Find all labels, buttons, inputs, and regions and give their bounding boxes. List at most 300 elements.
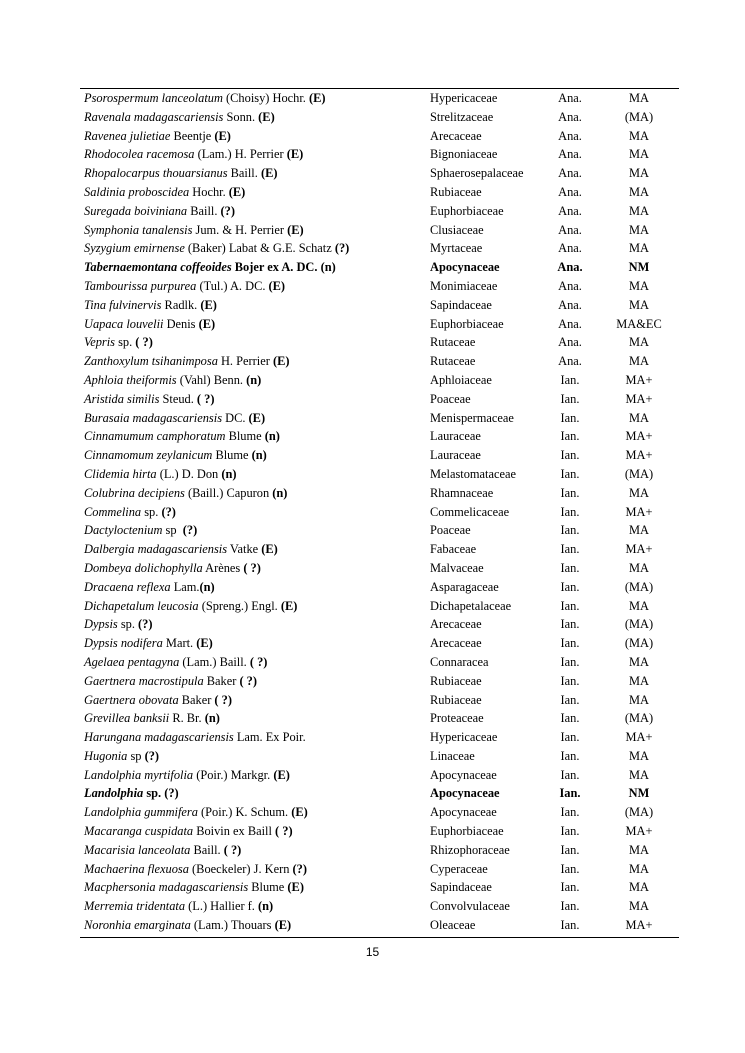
species-name: Dactyloctenium — [84, 523, 163, 538]
species-author: (L.) D. Don — [156, 466, 222, 481]
species-cell — [80, 523, 430, 542]
status-tag: (?) — [138, 617, 153, 632]
species-cell — [80, 223, 430, 242]
species-name: Dichapetalum leucosia — [84, 598, 199, 613]
species-table-body — [80, 89, 679, 938]
status-tag: ( ?) — [196, 391, 215, 406]
table-row — [80, 279, 679, 298]
distribution-cell: MA — [629, 354, 649, 369]
species-cell — [80, 110, 430, 129]
species-cell — [80, 862, 430, 881]
table-row — [80, 805, 679, 824]
species-cell — [80, 693, 430, 712]
species-name: Commelina — [84, 504, 142, 519]
origin-cell: Ian. — [560, 918, 580, 933]
family-cell: Dichapetalaceae — [430, 598, 512, 613]
species-name: Macarisia lanceolata — [84, 842, 191, 857]
species-cell — [80, 260, 430, 279]
species-author: Sonn. — [223, 109, 259, 124]
origin-cell: Ian. — [560, 466, 580, 481]
species-author: (Poir.) Markgr. — [193, 767, 274, 782]
species-name: Merremia tridentata — [84, 899, 186, 914]
status-tag: (E) — [200, 297, 217, 312]
family-cell: Rubiaceae — [430, 184, 482, 199]
species-author: sp — [127, 748, 145, 763]
origin-cell: Ana. — [558, 91, 582, 105]
species-cell — [80, 561, 430, 580]
table-row — [80, 467, 679, 486]
origin-cell: Ian. — [560, 485, 580, 500]
origin-cell: Ana. — [558, 222, 582, 237]
table-row — [80, 674, 679, 693]
species-cell — [80, 880, 430, 899]
table-row — [80, 505, 679, 524]
table-row — [80, 843, 679, 862]
origin-cell: Ana. — [558, 147, 582, 162]
status-tag: (E) — [273, 767, 290, 782]
status-tag: (n) — [251, 448, 267, 463]
species-author: Baker — [178, 692, 215, 707]
species-cell — [80, 918, 430, 937]
distribution-cell: MA — [629, 222, 649, 237]
species-cell — [80, 824, 430, 843]
species-name: Clidemia hirta — [84, 466, 157, 481]
table-row — [80, 730, 679, 749]
table-row — [80, 373, 679, 392]
status-tag: (E) — [287, 222, 304, 237]
origin-cell: Ian. — [560, 391, 580, 406]
species-cell — [80, 241, 430, 260]
origin-cell: Ian. — [560, 824, 580, 839]
species-table — [80, 88, 679, 938]
table-row — [80, 166, 679, 185]
species-cell — [80, 636, 430, 655]
species-name: Ravenea julietiae — [84, 128, 171, 143]
distribution-cell: MA&EC — [616, 316, 662, 331]
family-cell: Apocynaceae — [430, 805, 497, 820]
species-author: sp. — [141, 504, 162, 519]
status-tag: ( ?) — [223, 842, 242, 857]
origin-cell: Ana. — [558, 278, 582, 293]
species-name: Macaranga cuspidata — [84, 824, 194, 839]
species-name: Landolphia myrtifolia — [84, 767, 194, 782]
distribution-cell: MA — [629, 692, 649, 707]
species-author: (Choisy) Hochr. — [222, 91, 309, 105]
species-name: Grevillea banksii — [84, 711, 170, 726]
status-tag: (E) — [287, 880, 304, 895]
table-row — [80, 542, 679, 561]
table-row — [80, 768, 679, 787]
species-author: Blume — [225, 429, 265, 444]
origin-cell: Ian. — [560, 692, 580, 707]
species-author: Baill. — [187, 203, 221, 218]
family-cell: Lauraceae — [430, 429, 481, 444]
status-tag: ( ?) — [275, 824, 293, 839]
table-row — [80, 561, 679, 580]
origin-cell: Ian. — [560, 410, 580, 425]
distribution-cell: NM — [628, 260, 650, 275]
origin-cell: Ana. — [558, 166, 582, 181]
table-row — [80, 129, 679, 148]
status-tag: (n) — [258, 899, 274, 914]
species-cell — [80, 298, 430, 317]
table-row — [80, 862, 679, 881]
species-author: (Spreng.) Engl. — [198, 598, 281, 613]
status-tag: (E) — [248, 410, 266, 425]
table-row — [80, 429, 679, 448]
origin-cell: Ian. — [560, 654, 580, 669]
status-tag: (?) — [164, 786, 179, 801]
origin-cell: Ana. — [558, 203, 582, 218]
table-row — [80, 448, 679, 467]
family-cell: Rubiaceae — [430, 692, 482, 707]
species-cell — [80, 617, 430, 636]
distribution-cell: MA — [629, 523, 649, 538]
species-name: Gaertnera macrostipula — [84, 673, 204, 688]
family-cell: Aphloiaceae — [430, 372, 492, 387]
species-name: Burasaia madagascariensis — [84, 410, 223, 425]
species-cell — [80, 392, 430, 411]
distribution-cell: MA+ — [625, 372, 653, 387]
species-author: Baill. — [227, 166, 261, 181]
species-author: (Baill.) Capuron — [184, 485, 273, 500]
species-name: Dypsis — [84, 617, 118, 632]
table-row — [80, 89, 679, 110]
distribution-cell: (MA) — [624, 636, 654, 651]
species-cell — [80, 599, 430, 618]
species-author: Arènes — [202, 560, 244, 575]
status-tag: (E) — [228, 184, 246, 199]
family-cell: Clusiaceae — [430, 222, 484, 237]
distribution-cell: MA — [629, 91, 649, 105]
origin-cell: Ian. — [560, 842, 580, 857]
table-row — [80, 204, 679, 223]
origin-cell: Ana. — [558, 316, 582, 331]
species-cell — [80, 542, 430, 561]
distribution-cell: MA+ — [625, 391, 653, 406]
status-tag: (n) — [320, 260, 336, 275]
species-author: Jum. & H. Perrier — [192, 222, 288, 237]
status-tag: (?) — [161, 504, 176, 519]
species-cell — [80, 147, 430, 166]
family-cell: Menispermaceae — [430, 410, 514, 425]
family-cell: Euphorbiaceae — [430, 203, 504, 218]
species-cell — [80, 486, 430, 505]
status-tag: ( ?) — [214, 692, 232, 707]
distribution-cell: (MA) — [624, 617, 654, 632]
family-cell: Hypericaceae — [430, 91, 498, 105]
distribution-cell: MA — [629, 560, 649, 575]
origin-cell: Ian. — [560, 861, 580, 876]
table-row — [80, 486, 679, 505]
distribution-cell: MA — [629, 861, 649, 876]
distribution-cell: MA — [629, 335, 649, 350]
status-tag: ( ?) — [249, 654, 268, 669]
distribution-cell: MA+ — [625, 824, 653, 839]
family-cell: Sapindaceae — [430, 880, 492, 895]
table-row — [80, 899, 679, 918]
origin-cell: Ian. — [560, 560, 580, 575]
distribution-cell: (MA) — [624, 109, 654, 124]
distribution-cell: (MA) — [624, 805, 654, 820]
species-cell — [80, 317, 430, 336]
status-tag: (n) — [221, 466, 237, 481]
species-name: Vepris — [84, 335, 115, 350]
species-cell — [80, 354, 430, 373]
status-tag: (E) — [258, 109, 275, 124]
species-author: H. Perrier — [217, 354, 273, 369]
family-cell: Poaceae — [430, 523, 471, 538]
distribution-cell: MA+ — [625, 918, 653, 933]
distribution-cell: MA — [629, 166, 649, 181]
origin-cell: Ian. — [560, 617, 580, 632]
family-cell: Fabaceae — [430, 542, 477, 557]
table-row — [80, 824, 679, 843]
family-cell: Apocynaceae — [430, 767, 497, 782]
species-name: Symphonia tanalensis — [84, 222, 193, 237]
distribution-cell: MA — [629, 203, 649, 218]
distribution-cell: MA — [629, 128, 649, 143]
distribution-cell: MA — [629, 147, 649, 162]
family-cell: Rutaceae — [430, 335, 476, 350]
status-tag: (E) — [274, 918, 292, 933]
origin-cell: Ian. — [560, 711, 580, 726]
table-row — [80, 110, 679, 129]
family-cell: Rhizophoraceae — [430, 842, 510, 857]
species-author: (Lam.) Thouars — [190, 918, 275, 933]
species-author: Bojer ex A. DC. — [231, 260, 321, 275]
species-author: sp. — [143, 786, 165, 801]
origin-cell: Ana. — [558, 335, 582, 350]
species-name: Cinnamumum camphoratum — [84, 429, 226, 444]
origin-cell: Ian. — [560, 748, 580, 763]
family-cell: Arecaceae — [430, 617, 482, 632]
origin-cell: Ian. — [560, 805, 580, 820]
species-cell — [80, 899, 430, 918]
origin-cell: Ian. — [560, 673, 580, 688]
species-author: sp — [162, 523, 183, 538]
species-cell — [80, 768, 430, 787]
family-cell: Sapindaceae — [430, 297, 492, 312]
species-cell — [80, 467, 430, 486]
status-tag: (?) — [144, 748, 160, 763]
origin-cell: Ian. — [560, 880, 580, 895]
family-cell: Arecaceae — [430, 636, 482, 651]
species-author: Radlk. — [161, 297, 201, 312]
distribution-cell: MA — [629, 278, 649, 293]
species-name: Psorospermum lanceolatum — [84, 91, 223, 105]
species-cell — [80, 730, 430, 749]
family-cell: Commelicaceae — [430, 504, 510, 519]
table-row — [80, 749, 679, 768]
species-name: Agelaea pentagyna — [84, 654, 180, 669]
species-name: Rhodocolea racemosa — [84, 147, 195, 162]
species-author: (Baker) Labat & G.E. Schatz — [184, 241, 335, 256]
origin-cell: Ana. — [557, 260, 583, 275]
family-cell: Rubiaceae — [430, 673, 482, 688]
table-row — [80, 523, 679, 542]
status-tag: (?) — [292, 861, 307, 876]
species-name: Tina fulvinervis — [84, 297, 162, 312]
origin-cell: Ian. — [560, 542, 580, 557]
distribution-cell: MA — [629, 748, 649, 763]
origin-cell: Ana. — [558, 354, 582, 369]
table-row — [80, 918, 679, 937]
species-cell — [80, 843, 430, 862]
table-row — [80, 617, 679, 636]
species-author: DC. — [222, 410, 249, 425]
family-cell: Malvaceae — [430, 560, 484, 575]
species-name: Saldinia proboscidea — [84, 184, 190, 199]
origin-cell: Ian. — [560, 429, 580, 444]
distribution-cell: MA+ — [625, 504, 653, 519]
family-cell: Lauraceae — [430, 448, 481, 463]
origin-cell: Ian. — [560, 636, 580, 651]
species-author: (L.) Hallier f. — [185, 899, 258, 914]
status-tag: (n) — [264, 429, 280, 444]
species-author: Baker — [203, 673, 240, 688]
table-row — [80, 147, 679, 166]
table-row — [80, 354, 679, 373]
status-tag: (E) — [196, 636, 213, 651]
family-cell: Apocynaceae — [430, 260, 500, 275]
distribution-cell: (MA) — [624, 579, 654, 594]
family-cell: Melastomataceae — [430, 466, 516, 481]
table-row — [80, 880, 679, 899]
family-cell: Connaracea — [430, 654, 489, 669]
family-cell: Sphaerosepalaceae — [430, 166, 524, 181]
table-row — [80, 599, 679, 618]
species-author: Beentje — [170, 128, 215, 143]
family-cell: Arecaceae — [430, 128, 482, 143]
family-cell: Myrtaceae — [430, 241, 483, 256]
origin-cell: Ian. — [560, 730, 580, 745]
table-row — [80, 298, 679, 317]
species-author: Denis — [163, 316, 199, 331]
distribution-cell: MA+ — [625, 448, 653, 463]
origin-cell: Ana. — [558, 241, 582, 256]
species-cell — [80, 335, 430, 354]
species-author: (Lam.) H. Perrier — [194, 147, 287, 162]
table-row — [80, 711, 679, 730]
species-name: Uapaca louvelii — [84, 316, 164, 331]
status-tag: (E) — [286, 147, 304, 162]
family-cell: Euphorbiaceae — [430, 316, 504, 331]
species-name: Hugonia — [84, 748, 128, 763]
species-cell — [80, 655, 430, 674]
species-cell — [80, 674, 430, 693]
species-name: Cinnamomum zeylanicum — [84, 448, 213, 463]
table-row — [80, 223, 679, 242]
species-name: Aristida similis — [84, 391, 160, 406]
species-name: Dypsis nodifera — [84, 636, 163, 651]
species-cell — [80, 185, 430, 204]
distribution-cell: MA — [629, 899, 649, 914]
family-cell: Asparagaceae — [430, 579, 499, 594]
species-author: Baill. — [190, 842, 224, 857]
table-row — [80, 655, 679, 674]
table-row — [80, 260, 679, 279]
distribution-cell: MA — [629, 654, 649, 669]
status-tag: (n) — [199, 579, 215, 594]
page-number: 15 — [365, 945, 380, 959]
species-author: Mart. — [162, 636, 197, 651]
species-name: Macphersonia madagascariensis — [84, 880, 249, 895]
species-name: Tambourissa purpurea — [84, 278, 197, 293]
species-name: Rhopalocarpus thouarsianus — [84, 166, 228, 181]
family-cell: Monimiaceae — [430, 278, 498, 293]
species-cell — [80, 448, 430, 467]
species-cell — [80, 204, 430, 223]
family-cell: Convolvulaceae — [430, 899, 510, 914]
table-row — [80, 411, 679, 430]
species-author: (Tul.) A. DC. — [196, 278, 269, 293]
species-name: Tabernaemontana coffeoides — [84, 260, 232, 275]
status-tag: (?) — [334, 241, 350, 256]
distribution-cell: MA — [629, 410, 649, 425]
status-tag: (?) — [182, 523, 198, 538]
species-author: Hochr. — [189, 184, 229, 199]
species-cell — [80, 166, 430, 185]
species-cell — [80, 129, 430, 148]
status-tag: (E) — [260, 166, 278, 181]
family-cell: Rutaceae — [430, 354, 476, 369]
species-cell — [80, 279, 430, 298]
family-cell: Apocynaceae — [430, 786, 500, 801]
species-name: Ravenala madagascariensis — [84, 109, 224, 124]
family-cell: Bignoniaceae — [430, 147, 498, 162]
species-name: Dracaena reflexa — [84, 579, 171, 594]
family-cell: Poaceae — [430, 391, 471, 406]
distribution-cell: MA — [629, 485, 649, 500]
distribution-cell: MA — [629, 673, 649, 688]
species-cell — [80, 749, 430, 768]
species-name: Landolphia — [84, 786, 144, 801]
status-tag: (E) — [268, 278, 286, 293]
status-tag: (E) — [291, 805, 308, 820]
table-row — [80, 335, 679, 354]
species-cell — [80, 805, 430, 824]
origin-cell: Ian. — [560, 523, 580, 538]
species-author: Vatke — [227, 542, 262, 557]
origin-cell: Ana. — [558, 128, 582, 143]
origin-cell: Ian. — [560, 372, 580, 387]
species-name: Gaertnera obovata — [84, 692, 179, 707]
species-author: R. Br. — [169, 711, 205, 726]
origin-cell: Ian. — [560, 598, 580, 613]
origin-cell: Ana. — [558, 109, 582, 124]
status-tag: (E) — [198, 316, 216, 331]
species-author: (Boeckeler) J. Kern — [188, 861, 293, 876]
table-row — [80, 636, 679, 655]
table-row — [80, 693, 679, 712]
status-tag: ( ?) — [135, 335, 153, 350]
species-cell — [80, 429, 430, 448]
species-name: Colubrina decipiens — [84, 485, 185, 500]
species-author: Steud. — [159, 391, 197, 406]
status-tag: (n) — [204, 711, 220, 726]
species-name: Syzygium emirnense — [84, 241, 185, 256]
species-cell — [80, 580, 430, 599]
origin-cell: Ana. — [558, 297, 582, 312]
table-row — [80, 786, 679, 805]
species-name: Noronhia emarginata — [84, 918, 191, 933]
distribution-cell: (MA) — [624, 711, 654, 726]
status-tag: (n) — [246, 372, 262, 387]
species-name: Dalbergia madagascariensis — [84, 542, 228, 557]
distribution-cell: MA — [629, 184, 649, 199]
species-author: (Lam.) Baill. — [179, 654, 250, 669]
